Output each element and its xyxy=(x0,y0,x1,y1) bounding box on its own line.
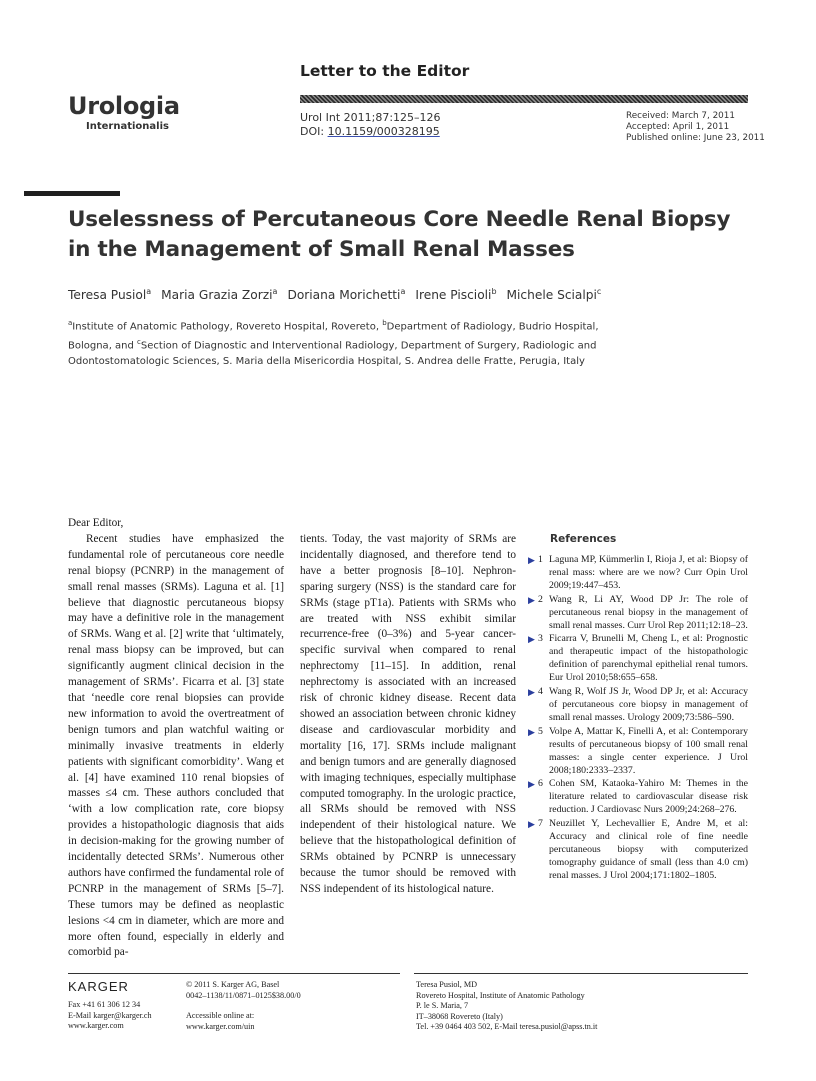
reference-link-arrow-icon[interactable]: ▶ xyxy=(528,779,535,790)
salutation: Dear Editor, xyxy=(68,517,124,529)
author-name xyxy=(287,288,405,302)
reference-text: Wang R, Wolf JS Jr, Wood DP Jr, et al: Accuracy of percutaneous core biopsy in management of small renal masses. Urology 2009;73:586–590. xyxy=(549,686,748,723)
author-affiliation-mark: a xyxy=(272,287,278,296)
reference-link-arrow-icon[interactable]: ▶ xyxy=(528,819,535,830)
section-label: Letter to the Editor xyxy=(300,62,470,80)
author-name-text: Irene Piscioli xyxy=(415,288,492,303)
footer-rule-right xyxy=(414,973,748,974)
affiliation-text: Institute of Anatomic Pathology, Rovereto Hospital, Rovereto, xyxy=(72,321,383,333)
received-date: Received: March 7, 2011 xyxy=(626,111,735,121)
contact-institution: Rovereto Hospital, Institute of Anatomic Pathology xyxy=(416,990,585,1000)
references-heading: References xyxy=(550,533,617,545)
doi-label: DOI: xyxy=(300,125,328,138)
reference-item xyxy=(528,818,748,883)
published-date: Published online: June 23, 2011 xyxy=(626,133,765,143)
affiliation-mark: c xyxy=(137,337,141,346)
reference-number: 4 xyxy=(538,686,543,698)
affiliation-mark: a xyxy=(68,319,73,327)
author-affiliation-mark: a xyxy=(146,287,152,296)
body-paragraph-1: Recent studies have emphasized the fundamental role of percutaneous core needle renal biopsy (PCNRP) in the management of small renal masses (SRMs). Laguna et al. [1] believe that diagnostic percutaneous biopsy may have a definitive role in the management of SRMs. Wang et al. [2] write that ‘ultimately, renal mass biopsy can be improved, but can significantly augment clinical decision in the management of SRMs’. Ficarra et al. [3] state that ‘needle core renal biopsies can provide new information to avoid the overtreatment of benign tumors and plan watchful waiting or minimally invasive treatments in elderly patients with significant comorbidity’. Wang et al. [4] have examined 110 renal biopsies of masses ≤4 cm. These authors concluded that ‘with a low complication rate, core biopsy provides a histopathologic diagnosis that aids in decision-making for the growing number of incidentally detected SRMs’. Numerous other authors have confirmed the fundamental role of PCNRP in the management of SRMs [5–7]. These tumors may be defined as neoplastic lesions <4 cm in diameter, which are more and more often found, especially in elderly and comorbid pa- xyxy=(68,532,284,959)
affiliations xyxy=(68,316,608,369)
doi xyxy=(300,125,440,138)
body-paragraph-2: tients. Today, the vast majority of SRMs are incidentally diagnosed, and therefore tend to have a better prognosis [8–10]. Nephron-sparing surgery (NSS) is the standard care for SRMs (stage pT1a). Patients with SRMs who are treated with NSS exhibit similar recurrence-free (0–3%) and 5-year cancer-specific survival when compared to renal nephrectomy [11–15]. In addition, renal nephrectomy is associated with an increased risk of chronic kidney disease. Recent data showed an association between chronic kidney disease and cardiovascular morbidity and mortality [16, 17]. SRMs include malignant and benign tumors and are generally diagnosed with imaging techniques, especially multiphase computed tomography. In the urologic practice, all SRMs should be removed with NSS independent of their histological nature. We believe that the histopathological definition of SRMs obtained by PCNRP is unnecessary because the tumor should be removed with NSS independent of its histological nature. xyxy=(300,533,516,895)
article-title: Uselessness of Percutaneous Core Needle Renal Biopsy in the Management of Small Renal Masses xyxy=(68,207,731,262)
author-name-text: Michele Scialpi xyxy=(506,288,597,303)
reference-number: 5 xyxy=(538,725,543,737)
contact-tel[interactable]: Tel. +39 0464 403 502, E-Mail teresa.pusiol@apss.tn.it xyxy=(416,1022,598,1031)
reference-link-arrow-icon[interactable]: ▶ xyxy=(528,634,535,645)
publisher-logo: KARGER xyxy=(68,979,129,994)
author-list xyxy=(68,287,611,302)
online-access xyxy=(186,1011,254,1032)
reference-item xyxy=(528,633,748,685)
reference-number: 3 xyxy=(538,633,543,645)
contact-city: IT–38068 Rovereto (Italy) xyxy=(416,1011,503,1021)
online-url[interactable]: www.karger.com/uin xyxy=(186,1021,255,1031)
reference-number: 1 xyxy=(538,554,543,565)
author-name xyxy=(68,288,151,302)
affiliation-mark: b xyxy=(382,319,387,327)
publisher-web[interactable]: www.karger.com xyxy=(68,1021,124,1030)
reference-text: Cohen SM, Kataoka-Yahiro M: Themes in the literature related to cardiovascular disease risk reduction. J Cardiovasc Nurs 2009;24:268–276. xyxy=(549,778,748,816)
reference-link-arrow-icon[interactable]: ▶ xyxy=(528,726,535,737)
publisher-contact xyxy=(68,1000,152,1032)
author-affiliation-mark: b xyxy=(491,287,497,296)
affiliation-text: Department of Radiology, Budrio Hospital, Bologna, and xyxy=(68,321,599,352)
reference-link-arrow-icon[interactable]: ▶ xyxy=(528,555,535,565)
copyright: © 2011 S. Karger AG, Basel xyxy=(186,980,280,989)
journal-logo-name: Urologia xyxy=(68,92,180,120)
citation: Urol Int 2011;87:125–126 xyxy=(300,111,441,124)
copyright-block xyxy=(186,980,301,1001)
body-column-1 xyxy=(68,516,284,961)
author-name-text: Maria Grazia Zorzi xyxy=(161,288,273,303)
reference-text: Ficarra V, Brunelli M, Cheng L, et al: Prognostic and therapeutic impact of the histopathologic definition of parenchymal epithelial renal tumors. Eur Urol 2010;58:655–658. xyxy=(549,633,748,684)
hatch-bar xyxy=(300,95,748,103)
reference-item xyxy=(528,726,748,778)
author-name-text: Doriana Morichetti xyxy=(287,288,401,303)
reference-item xyxy=(528,554,748,593)
journal-logo-subtitle: Internationalis xyxy=(86,121,169,132)
contact-street: P. le S. Maria, 7 xyxy=(416,1001,469,1010)
body-column-2 xyxy=(300,532,516,898)
title-rule xyxy=(24,191,120,196)
contact-name: Teresa Pusiol, MD xyxy=(416,980,478,989)
doi-link[interactable]: 10.1159/000328195 xyxy=(327,125,440,138)
reference-item xyxy=(528,594,748,633)
author-name xyxy=(161,288,277,302)
author-name xyxy=(415,288,496,302)
reference-text: Volpe A, Mattar K, Finelli A, et al: Contemporary results of percutaneous biopsy of 100 small renal masses: a single center experience. J Urol 2008;180:2333–2337. xyxy=(549,725,748,776)
reference-number: 6 xyxy=(538,778,543,790)
author-name xyxy=(507,288,602,302)
accepted-date: Accepted: April 1, 2011 xyxy=(626,122,730,132)
publisher-fax: Fax +41 61 306 12 34 xyxy=(68,1000,141,1009)
publisher-email[interactable]: E-Mail karger@karger.ch xyxy=(68,1010,152,1020)
reference-item xyxy=(528,778,748,817)
reference-link-arrow-icon[interactable]: ▶ xyxy=(528,594,535,605)
online-label: Accessible online at: xyxy=(186,1011,255,1020)
author-name-text: Teresa Pusiol xyxy=(68,288,147,303)
reference-text: Wang R, Li AY, Wood DP Jr: The role of percutaneous renal biopsy in the management of small renal masses. Curr Urol Rep 2011;12:18–23. xyxy=(549,593,748,631)
issn: 0042–1138/11/0871–0125$38.00/0 xyxy=(186,990,301,1000)
reference-item xyxy=(528,686,748,725)
reference-list xyxy=(528,554,748,884)
reference-link-arrow-icon[interactable]: ▶ xyxy=(528,687,535,698)
reference-number: 7 xyxy=(538,818,543,830)
reference-number: 2 xyxy=(538,593,543,605)
reference-text: Laguna MP, Kümmerlin I, Rioja J, et al: Biopsy of renal mass: where are we now? Curr Opin Urol 2009;19:447–453. xyxy=(549,554,748,591)
reference-text: Neuzillet Y, Lechevallier E, Andre M, et al: Accuracy and clinical role of fine needle percutaneous biopsy with computerized tomography guidance of small (less than 4.0 cm) renal masses. J Urol 2004;171:1802–1805. xyxy=(549,818,748,881)
author-affiliation-mark: a xyxy=(400,287,406,296)
author-affiliation-mark: c xyxy=(596,287,602,296)
footer-rule-left xyxy=(68,973,400,974)
affiliation-text: Section of Diagnostic and Interventional Radiology, Department of Surgery, Radiologic and Odontostomatologic Sciences, S. Maria della Misericordia Hospital, S. Andrea delle Fratte, Perugia, Italy xyxy=(68,340,597,367)
corresponding-address xyxy=(416,980,597,1033)
